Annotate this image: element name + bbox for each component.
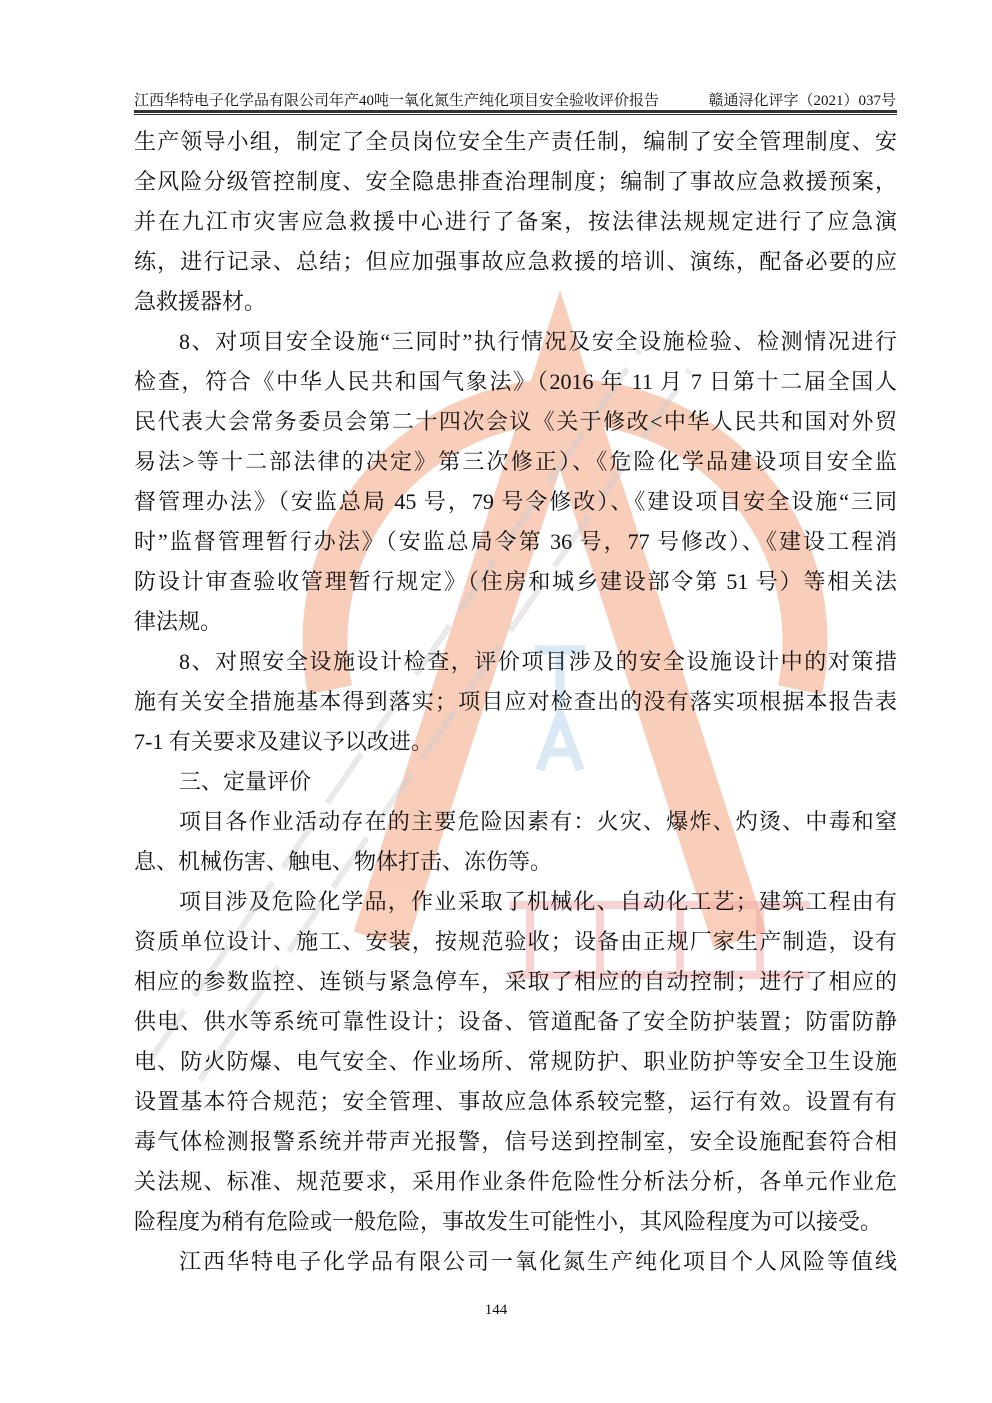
text-line: 江西华特电子化学品有限公司一氧化氮生产纯化项目个人风险等值线 [179, 1249, 897, 1274]
text-line: 项目涉及危险化学品，作业采取了机械化、自动化工艺；建筑工程由有 [179, 889, 897, 914]
text-line: 三、定量评价 [179, 769, 312, 794]
text-line: 8、对照安全设施设计检查，评价项目涉及的安全设施设计中的对策措 [179, 649, 897, 674]
text-line: 毒气体检测报警系统并带声光报警，信号送到控制室，安全设施配套符合相 [134, 1129, 897, 1154]
text-line: 生产领导小组，制定了全员岗位安全生产责任制，编制了安全管理制度、安 [134, 129, 897, 154]
text-line: 8、对项目安全设施“三同时”执行情况及安全设施检验、检测情况进行 [179, 329, 897, 354]
paragraph [134, 642, 897, 762]
text-line: 律法规。 [134, 609, 223, 634]
text-line: 供电、供水等系统可靠性设计；设备、管道配备了安全防护装置；防雷防静 [134, 1009, 897, 1034]
paragraph [134, 802, 897, 882]
text-line: 练，进行记录、总结；但应加强事故应急救援的培训、演练，配备必要的应 [134, 249, 897, 274]
page-header [134, 86, 896, 110]
paragraph [134, 122, 897, 322]
text-line: 电、防火防爆、电气安全、作业场所、常规防护、职业防护等安全卫生设施 [134, 1049, 897, 1074]
text-line: 相应的参数监控、连锁与紧急停车，采取了相应的自动控制；进行了相应的 [134, 969, 897, 994]
text-line: 民代表大会常务委员会第二十四次会议《关于修改<中华人民共和国对外贸 [134, 409, 897, 434]
text-line: 7-1 有关要求及建议予以改进。 [134, 729, 433, 754]
text-line: 息、机械伤害、触电、物体打击、冻伤等。 [134, 849, 553, 874]
document-body [134, 122, 897, 1282]
text-line: 检查，符合《中华人民共和国气象法》（2016 年 11 月 7 日第十二届全国人 [134, 369, 897, 394]
header-doc-number: 赣通浔化评字（2021）037号 [708, 93, 896, 109]
text-line: 险程度为稍有危险或一般危险，事故发生可能性小，其风险程度为可以接受。 [134, 1209, 883, 1234]
header-rule-thin [134, 114, 897, 115]
text-line: 施有关安全措施基本得到落实；项目应对检查出的没有落实项根据本报告表 [134, 689, 897, 714]
paragraph [134, 1242, 897, 1282]
paragraph [134, 762, 897, 802]
header-rule [134, 110, 897, 113]
page-number: 144 [484, 1302, 508, 1318]
text-line: 并在九江市灾害应急救援中心进行了备案，按法律法规规定进行了应急演 [134, 209, 897, 234]
text-line: 设置基本符合规范；安全管理、事故应急体系较完整，运行有效。设置有有 [134, 1089, 897, 1114]
paragraph [134, 882, 897, 1242]
text-line: 防设计审查验收管理暂行规定》（住房和城乡建设部令第 51 号）等相关法 [134, 569, 897, 594]
text-line: 督管理办法》（安监总局 45 号，79 号令修改）、《建设项目安全设施“三同 [134, 489, 897, 514]
text-line: 资质单位设计、施工、安装，按规范验收；设备由正规厂家生产制造，设有 [134, 929, 897, 954]
header-title: 江西华特电子化学品有限公司年产40吨一氧化氮生产纯化项目安全验收评价报告 [134, 93, 660, 109]
text-line: 全风险分级管控制度、安全隐患排查治理制度；编制了事故应急救援预案， [134, 169, 897, 194]
text-line: 急救援器材。 [134, 289, 267, 314]
text-line: 时”监督管理暂行办法》（安监总局令第 36 号，77 号修改）、《建设工程消 [134, 529, 897, 554]
text-line: 项目各作业活动存在的主要危险因素有：火灾、爆炸、灼烫、中毒和窒 [179, 809, 897, 834]
paragraph [134, 322, 897, 642]
text-line: 关法规、标准、规范要求，采用作业条件危险性分析法分析，各单元作业危 [134, 1169, 897, 1194]
text-line: 易法>等十二部法律的决定》第三次修正）、《危险化学品建设项目安全监 [134, 449, 897, 474]
